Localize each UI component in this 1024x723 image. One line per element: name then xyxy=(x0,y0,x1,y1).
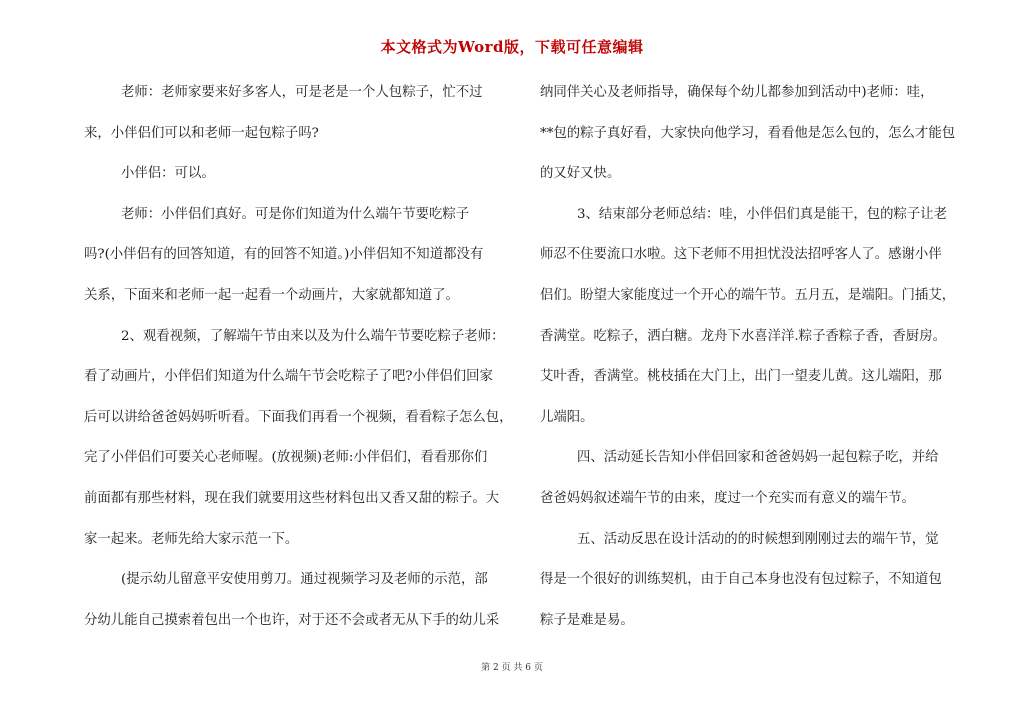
text-line: (提示幼儿留意平安使用剪刀。通过视频学习及老师的示范，部 xyxy=(121,572,488,588)
text-line: 完了小伴侣们可要关心老师喔。(放视频)老师:小伴侣们，看看那你们 xyxy=(84,450,488,466)
text-line: 吗?(小伴侣有的回答知道，有的回答不知道。)小伴侣知不知道都没有 xyxy=(84,247,484,263)
page-number: 第 2 页 共 6 页 xyxy=(481,663,543,673)
text-line: 2、观看视频，了解端午节由来以及为什么端午节要吃粽子老师： xyxy=(121,328,505,344)
text-line: 后可以讲给爸爸妈妈听听看。下面我们再看一个视频，看看粽子怎么包， xyxy=(84,409,513,425)
text-line: 3、结束部分老师总结：哇，小伴侣们真是能干，包的粽子让老 xyxy=(577,206,948,222)
text-line: 前面都有那些材料，现在我们就要用这些材料包出又香又甜的粽子。大 xyxy=(84,490,500,506)
left-column xyxy=(84,80,514,648)
text-line: **包的粽子真好看，大家快向他学习，看看他是怎么包的，怎么才能包 xyxy=(540,125,956,141)
text-line: 老师：老师家要来好多客人，可是老是一个人包粽子，忙不过 xyxy=(121,85,483,100)
text-line: 得是一个很好的训练契机，由于自己本身也没有包过粽子，不知道包 xyxy=(540,572,942,588)
text-line: 的又好又快。 xyxy=(540,166,621,182)
text-line: 小伴侣：可以。 xyxy=(121,166,215,182)
text-line: 儿端阳。 xyxy=(540,409,594,425)
text-line: 四、活动延长告知小伴侣回家和爸爸妈妈一起包粽子吃，并给 xyxy=(577,450,939,466)
text-line: 看了动画片，小伴侣们知道为什么端午节会吃粽子了吧?小伴侣们回家 xyxy=(84,369,493,385)
text-line: 家一起来。老师先给大家示范一下。 xyxy=(84,531,299,547)
right-column xyxy=(540,80,970,648)
text-line: 艾叶香，香满堂。桃枝插在大门上，出门一望麦儿黄。这儿端阳，那 xyxy=(540,369,942,385)
text-line: 爸爸妈妈叙述端午节的由来，度过一个充实而有意义的端午节。 xyxy=(540,490,915,506)
text-line: 粽子是难是易。 xyxy=(540,612,634,628)
text-line: 老师：小伴侣们真好。可是你们知道为什么端午节要吃粽子 xyxy=(121,206,470,222)
text-line: 纳同伴关心及老师指导，确保每个幼儿都参加到活动中)老师：哇， xyxy=(540,85,934,100)
text-line: 香满堂。吃粽子，洒白糖。龙舟下水喜洋洋.粽子香粽子香，香厨房。 xyxy=(540,328,946,344)
text-line: 来，小伴侣们可以和老师一起包粽子吗? xyxy=(84,125,319,141)
document-header: 本文格式为Word版，下载可任意编辑 xyxy=(380,38,644,56)
text-line: 分幼儿能自己摸索着包出一个也许，对于还不会或者无从下手的幼儿采 xyxy=(84,612,500,628)
text-line: 五、活动反思在设计活动的的时候想到刚刚过去的端午节，觉 xyxy=(577,531,939,547)
text-line: 关系，下面来和老师一起一起看一个动画片，大家就都知道了。 xyxy=(84,287,459,303)
text-line: 师忍不住要流口水啦。这下老师不用担忧没法招呼客人了。感谢小伴 xyxy=(540,247,942,263)
text-line: 侣们。盼望大家能度过一个开心的端午节。五月五，是端阳。门插艾， xyxy=(540,287,956,303)
